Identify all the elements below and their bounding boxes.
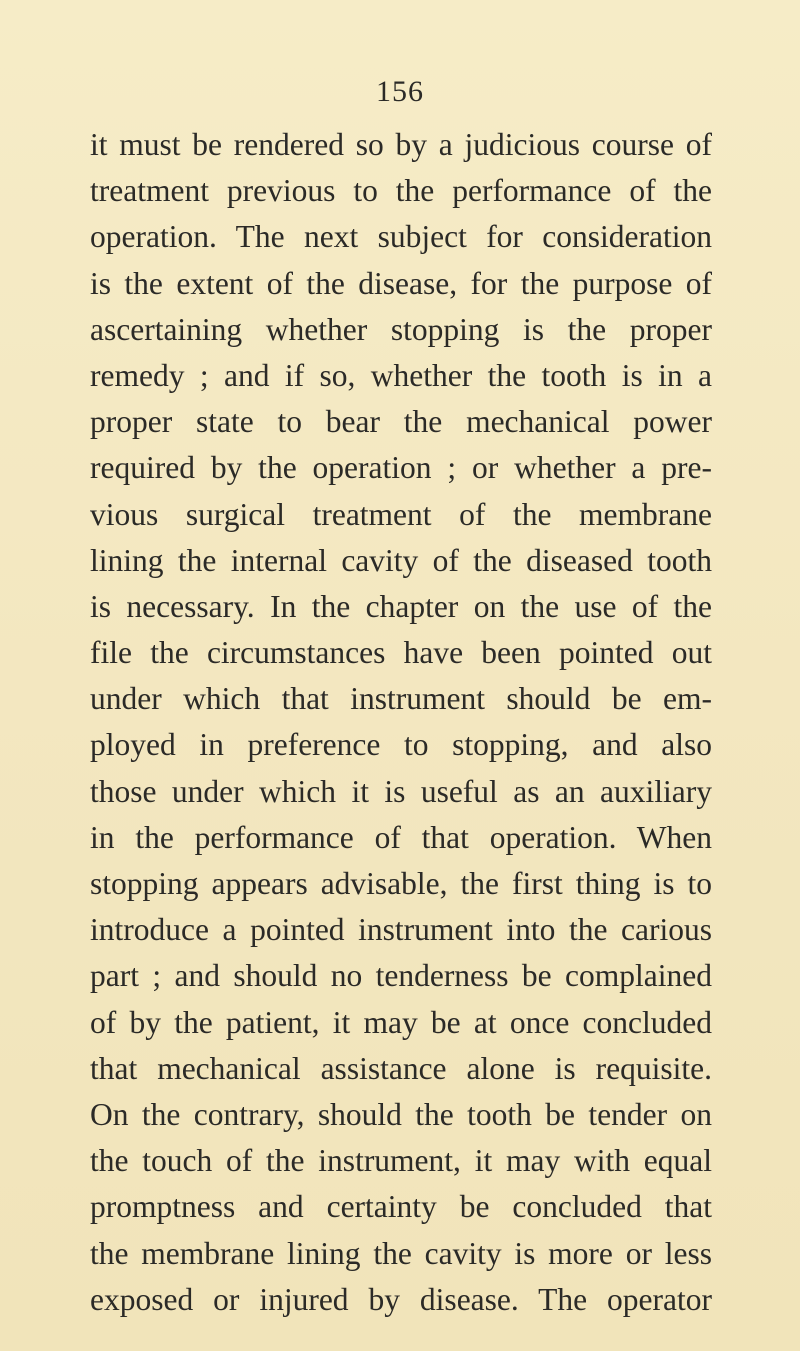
text-line: required by the operation ; or whether a pre- bbox=[90, 450, 712, 486]
text-line: vious surgical treatment of the membrane bbox=[90, 496, 712, 532]
text-line: ployed in preference to stopping, and also bbox=[90, 727, 712, 763]
body-text bbox=[90, 122, 712, 1323]
text-line: operation. The next subject for consideration bbox=[90, 219, 712, 255]
text-line: that mechanical assistance alone is requisite. bbox=[90, 1050, 712, 1086]
text-line: is necessary. In the chapter on the use of the bbox=[90, 588, 712, 624]
text-line: is the extent of the disease, for the purpose of bbox=[90, 265, 712, 301]
text-line: of by the patient, it may be at once concluded bbox=[90, 1004, 712, 1040]
text-line: file the circumstances have been pointed out bbox=[90, 635, 712, 671]
text-line: it must be rendered so by a judicious course of bbox=[90, 127, 712, 162]
text-line: promptness and certainty be concluded that bbox=[90, 1189, 712, 1225]
text-line: the touch of the instrument, it may with equal bbox=[90, 1143, 712, 1179]
text-line: ascertaining whether stopping is the proper bbox=[90, 311, 712, 347]
page-number: 156 bbox=[376, 75, 424, 108]
text-line: part ; and should no tenderness be complained bbox=[90, 958, 712, 994]
text-line: On the contrary, should the tooth be tender on bbox=[90, 1096, 712, 1132]
text-line: introduce a pointed instrument into the carious bbox=[90, 912, 712, 948]
text-line: remedy ; and if so, whether the tooth is in a bbox=[90, 357, 712, 393]
text-line: those under which it is useful as an auxiliary bbox=[90, 773, 712, 809]
text-line: under which that instrument should be em- bbox=[90, 681, 712, 717]
text-line: proper state to bear the mechanical power bbox=[90, 404, 712, 440]
text-line: lining the internal cavity of the diseased tooth bbox=[90, 542, 712, 578]
text-line: treatment previous to the performance of the bbox=[90, 173, 712, 209]
text-line: stopping appears advisable, the first thing is to bbox=[90, 866, 712, 901]
text-line: the membrane lining the cavity is more or less bbox=[90, 1235, 712, 1271]
text-line: exposed or injured by disease. The operator bbox=[90, 1281, 712, 1317]
text-line: in the performance of that operation. When bbox=[90, 819, 712, 855]
